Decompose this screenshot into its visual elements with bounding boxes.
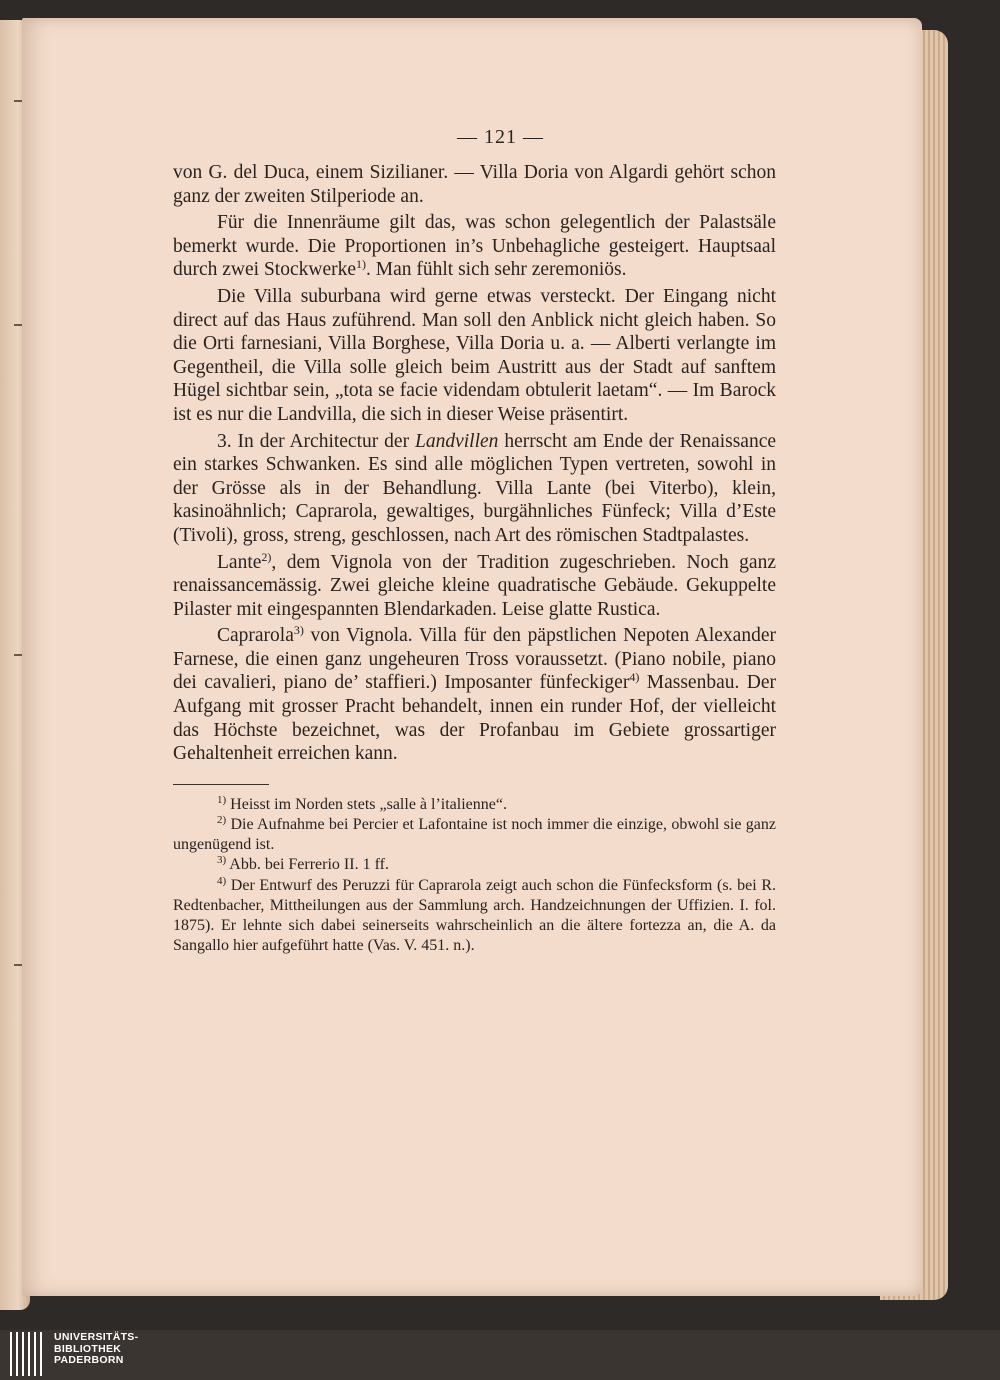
text-run: Caprarola — [217, 625, 294, 647]
text-run: von Vignola. Villa für den päpstlichen Nepoten Alexander Farnese, die einen ganz ungeheuren Tross voraussetzt. (Piano nobile, piano dei cavalieri, piano de’ staffieri.) Imposanter fünfeckiger — [173, 625, 776, 694]
footnote-marker: 4) — [217, 874, 227, 887]
library-logo-icon — [10, 1332, 48, 1376]
text-run: Massenbau. Der Aufgang mit grosser Pracht behandelt, innen ein runder Hof, der vielleicht das Höchste bezeichnet, was der Profanbau im Gebiete grossartiger Gehaltenheit erreichen kann. — [173, 672, 776, 765]
footnote-marker: 3) — [217, 854, 227, 867]
paragraph — [173, 285, 776, 427]
paragraph — [173, 430, 776, 548]
text-run: Heisst im Norden stets „salle à l’italienne“. — [226, 795, 507, 813]
footnote-marker: 1) — [217, 793, 227, 806]
footnote-marker: 1) — [356, 257, 367, 272]
footnote — [173, 855, 776, 875]
text-run: Abb. bei Ferrerio II. 1 ff. — [226, 856, 389, 874]
footnote-marker: 3) — [293, 623, 304, 638]
footnote — [173, 795, 776, 815]
text-run: , dem Vignola von der Tradition zugeschrieben. Noch ganz renaissancemässig. Zwei gleiche kleine quadratische Gebäude. Gekuppelte Pilaster mit eingespannten Blendarkaden. Leise glatte Rustica. — [173, 551, 776, 620]
paragraph — [173, 624, 776, 766]
text-run: Die Villa suburbana wird gerne etwas versteckt. Der Eingang nicht direct auf das Haus zuführend. Man soll den Anblick nicht gleich haben. So die Orti farnesiani, Villa Borghese, Villa Doria u. a. — Alberti verlangte im Gegentheil, die Villa solle gleich beim Austritt aus der Stadt auf sanftem Hügel sichtbar sein, „tota se facie videndam obtulerit laetam“. — Im Barock ist es nur die Landvilla, die sich in dieser Weise präsentirt. — [173, 285, 776, 425]
library-name-line: UNIVERSITÄTS- — [54, 1331, 139, 1343]
library-footer — [0, 1330, 1000, 1380]
body-text — [173, 161, 776, 766]
library-name-line: BIBLIOTHEK — [54, 1342, 122, 1355]
footnote — [173, 815, 776, 855]
text-run: Lante — [217, 551, 262, 573]
footnote-divider — [173, 784, 269, 785]
book-page — [22, 18, 922, 1296]
library-name — [54, 1332, 138, 1367]
paragraph — [173, 551, 776, 622]
paragraph — [173, 161, 776, 208]
text-run: von G. del Duca, einem Sizilianer. — Villa Doria von Algardi gehört schon ganz der zweiten Stilperiode an. — [173, 162, 776, 207]
emphasis-text: Landvillen — [415, 430, 499, 452]
library-name-line: PADERBORN — [54, 1354, 124, 1366]
footnote — [173, 876, 776, 957]
footnote-marker: 4) — [629, 670, 640, 685]
footnote-marker: 2) — [261, 549, 272, 564]
text-run: herrscht am Ende der Renaissance ein starkes Schwanken. Es sind alle möglichen Typen vertreten, sowohl in der Grösse als in der Behandlung. Villa Lante (bei Viterbo), klein, kasinoähnlich; Caprarola, gewaltiges, burgähnliches Fünfeck; Villa d’Este (Tivoli), gross, streng, geschlossen, nach Art des römischen Stadtpalastes. — [173, 430, 776, 546]
text-run: . Man fühlt sich sehr zeremoniös. — [366, 259, 627, 281]
text-run: 3. In der Architectur der — [217, 430, 415, 452]
page-number: — 121 — — [457, 126, 544, 148]
footnote-marker: 2) — [217, 814, 227, 827]
text-run: Der Entwurf des Peruzzi für Caprarola zeigt auch schon die Fünfecksform (s. bei R. Redtenbacher, Mittheilungen aus der Sammlung arch. Handzeichnungen der Uffizien. I. fol. 1875). Er lehnte sich dabei seinerseits wahrscheinlich an die ältere fortezza an, die A. da Sangallo hier aufgeführt hatte (Vas. V. 451. n.). — [173, 876, 776, 955]
paragraph — [173, 211, 776, 282]
page-content — [173, 126, 776, 956]
text-run: Für die Innenräume gilt das, was schon gelegentlich der Palastsäle bemerkt wurde. Die Proportionen in’s Unbehagliche gesteigert. Hauptsaal durch zwei Stockwerke — [173, 212, 776, 281]
footnotes — [173, 795, 776, 957]
text-run: Die Aufnahme bei Percier et Lafontaine ist noch immer die einzige, obwohl sie ganz ungenügend ist. — [173, 816, 776, 854]
